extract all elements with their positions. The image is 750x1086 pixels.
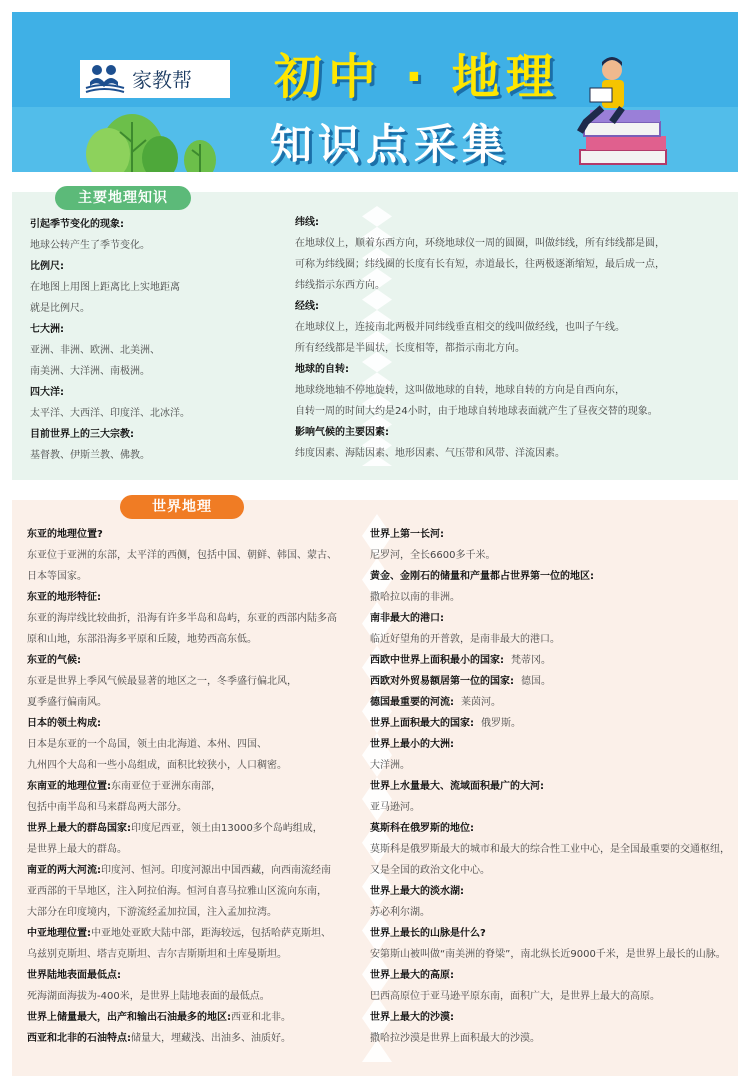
topic-heading-inline — [27, 776, 357, 797]
topic-heading: 世界上最大的高原: — [370, 970, 454, 981]
topic-text: 太平洋、大西洋、印度洋、北冰洋。 — [30, 408, 190, 419]
topic-heading: 西欧对外贸易额居第一位的国家: — [370, 676, 514, 687]
topic-text: 可称为纬线圈；纬线圈的长度有长有短，赤道最长，往两极逐渐缩短，最后成一点， — [295, 259, 665, 270]
topic-heading: 西欧中世界上面积最小的国家: — [370, 655, 504, 666]
main-knowledge-right-column — [295, 212, 725, 464]
topic-text: 尼罗河，全长6600多千米。 — [370, 550, 496, 561]
topic-text: 在地图上用图上距离比上实地距离 — [30, 282, 180, 293]
topic-heading: 东亚的气候: — [27, 655, 81, 666]
topic-text: 亚马逊河。 — [370, 802, 420, 813]
topic-heading: 纬线: — [295, 217, 319, 228]
main-knowledge-badge: 主要地理知识 — [55, 186, 191, 210]
topic-heading: 世界上最大的沙漠: — [370, 1012, 454, 1023]
topic-heading: 东南亚的地理位置: — [27, 781, 111, 792]
topic-text: 夏季盛行偏南风。 — [27, 697, 107, 708]
topic-heading: 世界上面积最大的国家: — [370, 718, 474, 729]
topic-heading: 四大洋: — [30, 387, 64, 398]
topic-heading: 七大洲: — [30, 324, 64, 335]
topic-heading: 目前世界上的三大宗教: — [30, 429, 134, 440]
topic-text: 是世界上最大的群岛。 — [27, 844, 127, 855]
topic-text: 纬度因素、海陆因素、地形因素、气压带和风带、洋流因素。 — [295, 448, 565, 459]
topic-heading: 黄金、金刚石的储量和产量都占世界第一位的地区: — [370, 571, 594, 582]
topic-heading-inline — [27, 860, 357, 881]
topic-text: 死海湖面海拔为-400米，是世界上陆地表面的最低点。 — [27, 991, 270, 1002]
topic-text: 大洋洲。 — [370, 760, 410, 771]
topic-heading: 南亚的两大河流: — [27, 865, 101, 876]
topic-text: 亚洲、非洲、欧洲、北美洲、 — [30, 345, 160, 356]
topic-heading-inline — [27, 818, 357, 839]
topic-heading: 日本的领土构成: — [27, 718, 101, 729]
green-leaves-icon — [72, 92, 232, 172]
topic-text: 东亚位于亚洲的东部，太平洋的西侧，包括中国、朝鲜、韩国、蒙古、 — [27, 550, 337, 561]
topic-text: 东亚的海岸线比较曲折，沿海有许多半岛和岛屿，东亚的西部内陆多高 — [27, 613, 337, 624]
topic-heading: 世界陆地表面最低点: — [27, 970, 121, 981]
topic-text: 自转一周的时间大约是24小时，由于地球自转地球表面就产生了昼夜交替的现象。 — [295, 406, 658, 417]
topic-value: 莱茵河。 — [460, 697, 501, 708]
topic-value: 印度河、恒河。印度河源出中国西藏，向西南流经南 — [101, 865, 331, 876]
topic-text: 所有经线都是半圆状，长度相等，都指示南北方向。 — [295, 343, 525, 354]
topic-heading: 西亚和北非的石油特点: — [27, 1033, 131, 1044]
topic-text: 东亚是世界上季风气候最显著的地区之一，冬季盛行偏北风， — [27, 676, 297, 687]
topic-text: 安第斯山被叫做“南美洲的脊梁”，南北纵长近9000千米，是世界上最长的山脉。 — [370, 949, 726, 960]
topic-text: 就是比例尺。 — [30, 303, 90, 314]
topic-value: 德国。 — [520, 676, 551, 687]
topic-text: 莫斯科是俄罗斯最大的城市和最大的综合性工业中心，是全国最重要的交通枢纽， — [370, 844, 730, 855]
topic-heading: 世界上最小的大洲: — [370, 739, 454, 750]
world-geography-badge: 世界地理 — [120, 495, 244, 519]
topic-text: 原和山地，东部沿海多平原和丘陵，地势西高东低。 — [27, 634, 257, 645]
topic-text: 乌兹别克斯坦、塔吉克斯坦、吉尔吉斯斯坦和土库曼斯坦。 — [27, 949, 287, 960]
topic-value: 俄罗斯。 — [480, 718, 521, 729]
topic-text: 撒哈拉以南的非洲。 — [370, 592, 460, 603]
topic-heading: 中亚地理位置: — [27, 928, 91, 939]
topic-text: 撒哈拉沙漠是世界上面积最大的沙漠。 — [370, 1033, 540, 1044]
topic-heading: 比例尺: — [30, 261, 64, 272]
header-banner — [12, 12, 738, 172]
topic-heading: 世界上水量最大、流域面积最广的大河: — [370, 781, 544, 792]
topic-heading: 莫斯科在俄罗斯的地位: — [370, 823, 474, 834]
topic-value: 东南亚位于亚洲东南部， — [111, 781, 221, 792]
topic-text: 地球绕地轴不停地旋转，这叫做地球的自转，地球自转的方向是自西向东， — [295, 385, 625, 396]
topic-text: 地球公转产生了季节变化。 — [30, 240, 150, 251]
topic-value: 西亚和北非。 — [231, 1012, 291, 1023]
topic-text: 大部分在印度境内，下游流经孟加拉国，注入孟加拉湾。 — [27, 907, 277, 918]
topic-heading-inline — [27, 923, 357, 944]
topic-heading-inline — [27, 1007, 357, 1028]
topic-heading: 引起季节变化的现象: — [30, 219, 124, 230]
topic-heading: 地球的自转: — [295, 364, 349, 375]
topic-heading-inline — [370, 650, 730, 671]
title-line-1: 初中 · 地理 — [274, 49, 560, 105]
topic-heading: 影响气候的主要因素: — [295, 427, 389, 438]
topic-heading: 南非最大的港口: — [370, 613, 444, 624]
topic-text: 在地球仪上，连接南北两极并同纬线垂直相交的线叫做经线，也叫子午线。 — [295, 322, 625, 333]
topic-text: 九州四个大岛和一些小岛组成，面积比较狭小，人口稠密。 — [27, 760, 287, 771]
topic-heading: 东亚的地理位置? — [27, 529, 103, 540]
topic-text: 日本是东亚的一个岛国，领土由北海道、本州、四国、 — [27, 739, 267, 750]
topic-value: 梵蒂冈。 — [510, 655, 551, 666]
topic-text: 日本等国家。 — [27, 571, 87, 582]
topic-text: 南美洲、大洋洲、南极洲。 — [30, 366, 150, 377]
topic-heading: 世界上最大的淡水湖: — [370, 886, 464, 897]
topic-text: 苏必利尔湖。 — [370, 907, 430, 918]
topic-heading-inline — [370, 692, 730, 713]
topic-heading: 德国最重要的河流: — [370, 697, 454, 708]
topic-heading-inline — [370, 671, 730, 692]
student-reading-icon — [572, 52, 672, 172]
topic-value: 印度尼西亚，领土由13000多个岛屿组成， — [131, 823, 323, 834]
topic-heading: 经线: — [295, 301, 319, 312]
logo-text: 家教帮 — [132, 68, 192, 92]
title-line-2: 知识点采集 — [270, 120, 511, 169]
topic-text: 在地球仪上，顺着东西方向，环绕地球仪一周的圆圈，叫做纬线，所有纬线都是圆， — [295, 238, 665, 249]
topic-text: 基督教、伊斯兰教、佛教。 — [30, 450, 150, 461]
topic-text: 包括中南半岛和马来群岛两大部分。 — [27, 802, 187, 813]
topic-value: 储量大，埋藏浅、出油多、油质好。 — [131, 1033, 291, 1044]
world-geography-right-column — [370, 524, 730, 1049]
world-geography-left-column — [27, 524, 357, 1049]
topic-heading: 东亚的地形特征: — [27, 592, 101, 603]
topic-heading: 世界上储量最大，出产和输出石油最多的地区: — [27, 1012, 231, 1023]
topic-heading: 世界上第一长河: — [370, 529, 444, 540]
topic-heading-inline — [27, 1028, 357, 1049]
topic-text: 临近好望角的开普敦，是南非最大的港口。 — [370, 634, 560, 645]
topic-text: 亚西部的干旱地区，注入阿拉伯海。恒河自喜马拉雅山区流向东南， — [27, 886, 327, 897]
topic-heading: 世界上最长的山脉是什么? — [370, 928, 486, 939]
topic-text: 巴西高原位于亚马逊平原东南，面积广大，是世界上最大的高原。 — [370, 991, 660, 1002]
topic-value: 中亚地处亚欧大陆中部，距海较远，包括哈萨克斯坦、 — [91, 928, 331, 939]
topic-heading-inline — [370, 713, 730, 734]
topic-text: 又是全国的政治文化中心。 — [370, 865, 490, 876]
topic-text: 纬线指示东西方向。 — [295, 280, 385, 291]
topic-heading: 世界上最大的群岛国家: — [27, 823, 131, 834]
